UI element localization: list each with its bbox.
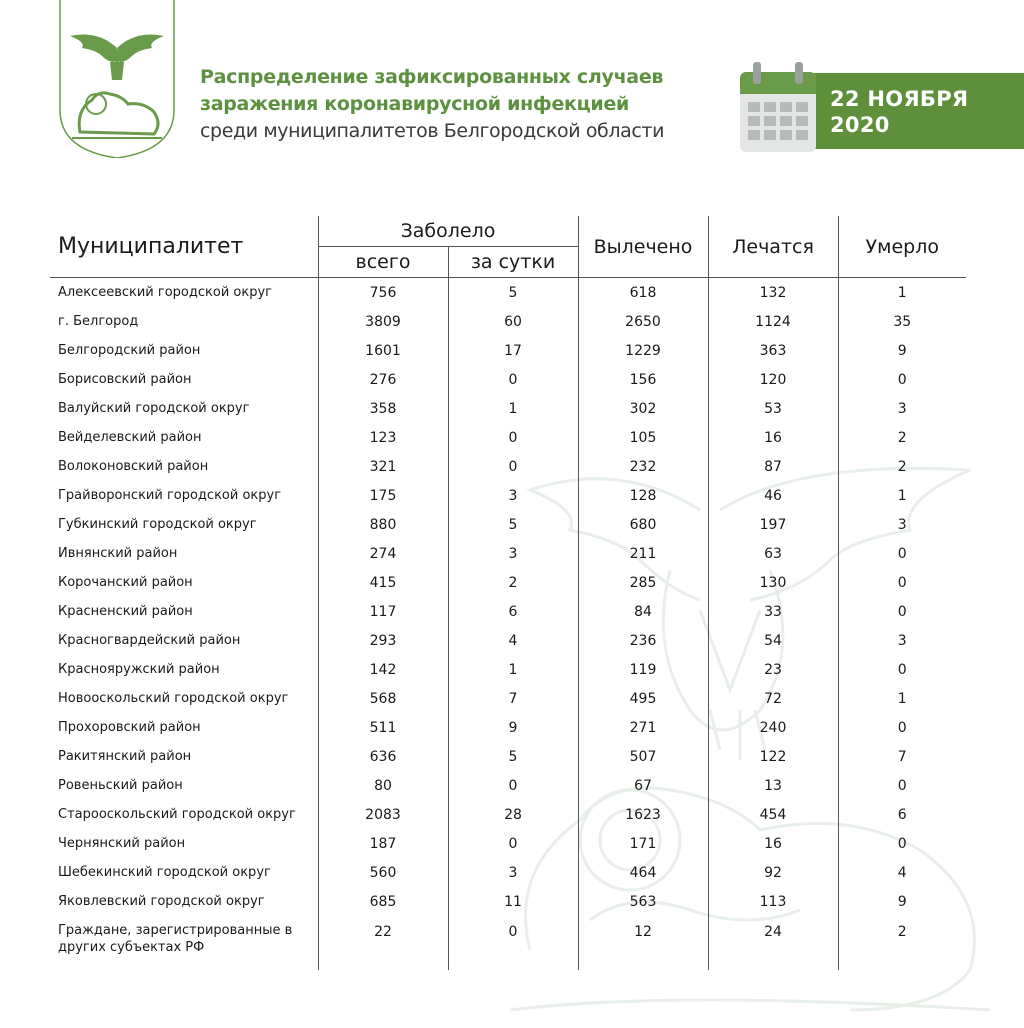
- cell-treating: 87: [708, 452, 838, 481]
- cell-died: 35: [838, 307, 966, 336]
- title-block: [200, 64, 720, 144]
- header-sick-total: всего: [318, 247, 448, 278]
- cell-name: Борисовский район: [58, 372, 192, 387]
- cell-day: 0: [448, 771, 578, 800]
- page-title-line1: Распределение зафиксированных случаев: [200, 66, 664, 88]
- cell-died: 0: [838, 597, 966, 626]
- cell-name: Ровеньский район: [58, 778, 183, 793]
- cell-died: 7: [838, 742, 966, 771]
- header-sick-group: Заболело: [318, 216, 578, 247]
- cell-day: 9: [448, 713, 578, 742]
- cell-day: 0: [448, 423, 578, 452]
- table-row: [50, 452, 966, 481]
- cell-treating: 33: [708, 597, 838, 626]
- cell-name: Губкинский городской округ: [58, 517, 257, 532]
- cell-name: Старооскольский городской округ: [58, 807, 296, 822]
- cell-treating: 16: [708, 423, 838, 452]
- statistics-table: [50, 216, 966, 970]
- cell-died: 9: [838, 336, 966, 365]
- cell-name: Ивнянский район: [58, 546, 178, 561]
- cell-treating: 120: [708, 365, 838, 394]
- cell-day: 5: [448, 278, 578, 308]
- table-row: [50, 684, 966, 713]
- cell-treating: 92: [708, 858, 838, 887]
- table-row: [50, 278, 966, 308]
- cell-total: 685: [318, 887, 448, 916]
- cell-died: 3: [838, 394, 966, 423]
- cell-treating: 53: [708, 394, 838, 423]
- cell-total: 22: [318, 916, 448, 970]
- cell-recovered: 680: [578, 510, 708, 539]
- cell-recovered: 128: [578, 481, 708, 510]
- crest-icon: [58, 0, 176, 158]
- cell-recovered: 119: [578, 655, 708, 684]
- cell-total: 1601: [318, 336, 448, 365]
- cell-treating: 113: [708, 887, 838, 916]
- cell-name: Валуйский городской округ: [58, 401, 250, 416]
- cell-total: 293: [318, 626, 448, 655]
- cell-total: 321: [318, 452, 448, 481]
- cell-died: 0: [838, 568, 966, 597]
- cell-day: 4: [448, 626, 578, 655]
- table-row: [50, 365, 966, 394]
- cell-name: Шебекинский городской округ: [58, 865, 271, 880]
- cell-total: 568: [318, 684, 448, 713]
- cell-day: 2: [448, 568, 578, 597]
- table-row: [50, 481, 966, 510]
- cell-treating: 363: [708, 336, 838, 365]
- cell-recovered: 211: [578, 539, 708, 568]
- cell-recovered: 618: [578, 278, 708, 308]
- cell-recovered: 464: [578, 858, 708, 887]
- cell-day: 0: [448, 452, 578, 481]
- cell-total: 2083: [318, 800, 448, 829]
- date-day-month: 22 НОЯБРЯ: [830, 87, 969, 111]
- cell-day: 7: [448, 684, 578, 713]
- cell-died: 3: [838, 510, 966, 539]
- calendar-icon: [740, 62, 816, 152]
- cell-name: Чернянский район: [58, 836, 186, 851]
- cell-total: 756: [318, 278, 448, 308]
- cell-name: Яковлевский городской округ: [58, 894, 265, 909]
- cell-day: 60: [448, 307, 578, 336]
- cell-died: 0: [838, 713, 966, 742]
- cell-recovered: 171: [578, 829, 708, 858]
- cell-name: Краснояружский район: [58, 662, 220, 677]
- cell-name: г. Белгород: [58, 314, 139, 329]
- table-row: [50, 655, 966, 684]
- cell-name: Корочанский район: [58, 575, 193, 590]
- cell-total: 415: [318, 568, 448, 597]
- cell-died: 1: [838, 481, 966, 510]
- cell-name: Белгородский район: [58, 343, 201, 358]
- cell-recovered: 1623: [578, 800, 708, 829]
- cell-total: 560: [318, 858, 448, 887]
- table-row: [50, 800, 966, 829]
- table-row: [50, 394, 966, 423]
- cell-treating: 54: [708, 626, 838, 655]
- cell-treating: 46: [708, 481, 838, 510]
- cell-treating: 16: [708, 829, 838, 858]
- date-label: [830, 86, 1020, 138]
- cell-treating: 1124: [708, 307, 838, 336]
- cell-day: 0: [448, 916, 578, 970]
- cell-died: 0: [838, 365, 966, 394]
- date-year: 2020: [830, 113, 890, 137]
- cell-total: 123: [318, 423, 448, 452]
- cell-died: 0: [838, 829, 966, 858]
- cell-total: 880: [318, 510, 448, 539]
- cell-recovered: 12: [578, 916, 708, 970]
- cell-treating: 23: [708, 655, 838, 684]
- table-row: [50, 626, 966, 655]
- cell-total: 80: [318, 771, 448, 800]
- cell-died: 0: [838, 771, 966, 800]
- cell-name: Ракитянский район: [58, 749, 192, 764]
- cell-day: 11: [448, 887, 578, 916]
- cell-total: 511: [318, 713, 448, 742]
- cell-treating: 240: [708, 713, 838, 742]
- cell-treating: 122: [708, 742, 838, 771]
- page-subtitle: среди муниципалитетов Белгородской области: [200, 120, 665, 142]
- cell-name: Граждане, зарегистрированные в других субъектах РФ: [58, 923, 293, 955]
- cell-recovered: 84: [578, 597, 708, 626]
- cell-died: 0: [838, 655, 966, 684]
- table-row: [50, 539, 966, 568]
- header-recovered: Вылечено: [578, 216, 708, 278]
- cell-day: 1: [448, 655, 578, 684]
- cell-total: 636: [318, 742, 448, 771]
- cell-day: 17: [448, 336, 578, 365]
- cell-treating: 72: [708, 684, 838, 713]
- cell-died: 2: [838, 916, 966, 970]
- cell-recovered: 285: [578, 568, 708, 597]
- cell-total: 276: [318, 365, 448, 394]
- table-row: [50, 742, 966, 771]
- cell-day: 5: [448, 510, 578, 539]
- table-row: [50, 887, 966, 916]
- cell-total: 3809: [318, 307, 448, 336]
- cell-recovered: 67: [578, 771, 708, 800]
- cell-treating: 197: [708, 510, 838, 539]
- table-row: [50, 336, 966, 365]
- cell-treating: 24: [708, 916, 838, 970]
- cell-recovered: 156: [578, 365, 708, 394]
- cell-recovered: 2650: [578, 307, 708, 336]
- cell-total: 117: [318, 597, 448, 626]
- cell-day: 6: [448, 597, 578, 626]
- table-row: [50, 597, 966, 626]
- table-row: [50, 858, 966, 887]
- cell-total: 358: [318, 394, 448, 423]
- table-row: [50, 423, 966, 452]
- cell-name: Алексеевский городской округ: [58, 285, 272, 300]
- cell-died: 4: [838, 858, 966, 887]
- cell-recovered: 495: [578, 684, 708, 713]
- cell-total: 274: [318, 539, 448, 568]
- cell-name: Новооскольский городской округ: [58, 691, 289, 706]
- cell-recovered: 507: [578, 742, 708, 771]
- table-row: [50, 771, 966, 800]
- cell-treating: 130: [708, 568, 838, 597]
- cell-day: 0: [448, 365, 578, 394]
- cell-day: 5: [448, 742, 578, 771]
- cell-treating: 132: [708, 278, 838, 308]
- cell-name: Грайворонский городской округ: [58, 488, 282, 503]
- table-row: [50, 829, 966, 858]
- header-treating: Лечатся: [708, 216, 838, 278]
- cell-died: 1: [838, 684, 966, 713]
- cell-day: 0: [448, 829, 578, 858]
- table-row: [50, 510, 966, 539]
- table-row: [50, 568, 966, 597]
- cell-died: 2: [838, 423, 966, 452]
- table-body: [50, 278, 966, 971]
- header-sick-day: за сутки: [448, 247, 578, 278]
- cell-died: 3: [838, 626, 966, 655]
- cell-day: 3: [448, 481, 578, 510]
- cell-recovered: 1229: [578, 336, 708, 365]
- cell-recovered: 105: [578, 423, 708, 452]
- cell-total: 175: [318, 481, 448, 510]
- cell-recovered: 563: [578, 887, 708, 916]
- header-died: Умерло: [838, 216, 966, 278]
- cell-name: Прохоровский район: [58, 720, 201, 735]
- table-row: [50, 713, 966, 742]
- cell-day: 28: [448, 800, 578, 829]
- cell-died: 1: [838, 278, 966, 308]
- cell-name: Красногвардейский район: [58, 633, 241, 648]
- cell-total: 187: [318, 829, 448, 858]
- cell-died: 0: [838, 539, 966, 568]
- header-municipality: Муниципалитет: [50, 216, 318, 278]
- table-row: [50, 916, 966, 970]
- cell-recovered: 302: [578, 394, 708, 423]
- page-title-line2: заражения коронавирусной инфекцией: [200, 93, 630, 115]
- cell-treating: 63: [708, 539, 838, 568]
- cell-died: 9: [838, 887, 966, 916]
- cell-day: 1: [448, 394, 578, 423]
- cell-died: 2: [838, 452, 966, 481]
- cell-treating: 13: [708, 771, 838, 800]
- cell-recovered: 236: [578, 626, 708, 655]
- cell-name: Красненский район: [58, 604, 193, 619]
- table-row: [50, 307, 966, 336]
- cell-total: 142: [318, 655, 448, 684]
- cell-day: 3: [448, 858, 578, 887]
- cell-recovered: 232: [578, 452, 708, 481]
- cell-day: 3: [448, 539, 578, 568]
- cell-treating: 454: [708, 800, 838, 829]
- cell-name: Вейделевский район: [58, 430, 202, 445]
- cell-died: 6: [838, 800, 966, 829]
- cell-recovered: 271: [578, 713, 708, 742]
- cell-name: Волоконовский район: [58, 459, 209, 474]
